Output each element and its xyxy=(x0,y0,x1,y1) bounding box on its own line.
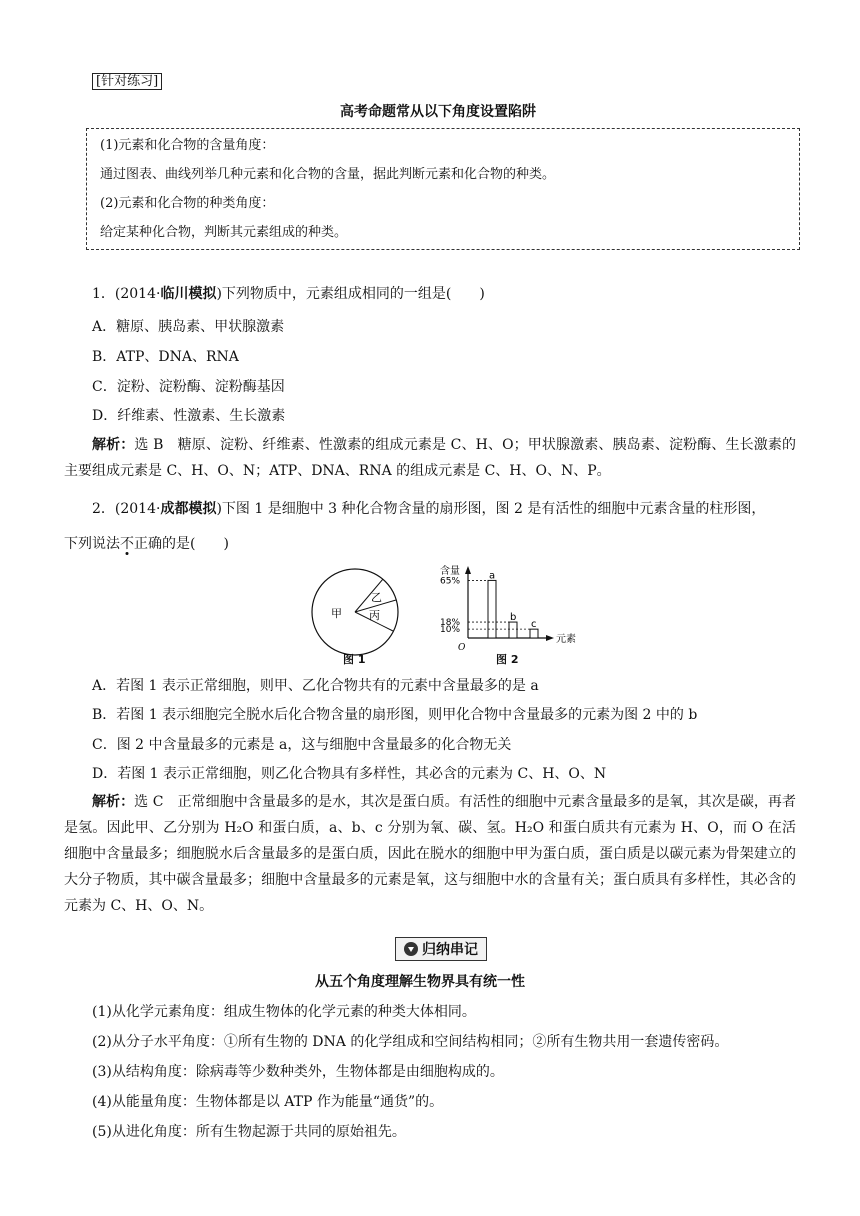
figure-1-caption: 图 1 xyxy=(343,653,366,666)
bar-label-c: c xyxy=(531,619,537,631)
summary-title: 从五个角度理解生物界具有统一性 xyxy=(315,974,525,990)
trap-box-line: (2)元素和化合物的种类角度： xyxy=(100,196,275,211)
bar-c xyxy=(530,629,538,638)
y-axis-label: 含量 xyxy=(440,566,460,577)
pie-label-bing: 丙 xyxy=(369,609,380,622)
summary-item: (4)从能量角度：生物体都是以 ATP 作为能量“通货”的。 xyxy=(92,1094,444,1110)
question-1-option: D．纤维素、性激素、生长激素 xyxy=(92,408,286,424)
y-tick-label: 10% xyxy=(440,625,461,636)
y-axis-arrow xyxy=(465,566,471,574)
question-2-option: A．若图 1 表示正常细胞，则甲、乙化合物共有的元素中含量最多的是 a xyxy=(92,678,539,694)
pie-label-yi: 乙 xyxy=(371,591,382,604)
question-2-stem: 2．(2014·成都模拟)下图 1 是细胞中 3 种化合物含量的扇形图，图 2 是有活性的细胞中元素含量的柱形图， xyxy=(92,501,766,517)
summary-item: (2)从分子水平角度：①所有生物的 DNA 的化学组成和空间结构相同；②所有生物共用一套遗传密码。 xyxy=(92,1034,729,1050)
summary-badge: 归纳串记 xyxy=(395,937,487,961)
summary-item: (1)从化学元素角度：组成生物体的化学元素的种类大体相同。 xyxy=(92,1004,476,1020)
chevron-down-icon xyxy=(404,942,418,956)
y-tick-label: 65% xyxy=(440,576,461,587)
question-2-option: C．图 2 中含量最多的元素是 a，这与细胞中含量最多的化合物无关 xyxy=(92,737,512,753)
figure-2-bar-chart xyxy=(438,562,598,652)
emphasis-dot: 不 xyxy=(120,536,134,552)
bar-b xyxy=(509,622,517,638)
bar-label-a: a xyxy=(489,570,496,582)
bar-label-b: b xyxy=(510,612,517,624)
origin-label: O xyxy=(458,643,466,652)
practice-tag: [针对练习] xyxy=(92,70,162,89)
question-2-analysis: 解析：选 C 正常细胞中含量最多的是水，其次是蛋白质。有活性的细胞中元素含量最多的是氧，其次是碳，再者是氢。因此甲、乙分别为 H₂O 和蛋白质，a、b、c 分别为氧、碳、氢。H₂O 和蛋白质共有元素为 H、O，而 O 在活细胞中含量最多；细胞脱水后含量最多的是蛋白质，因此在脱水的细胞中甲为蛋白质，蛋白质是以碳元素为骨架建立的大分子物质，其中碳含量最多；细胞中含量最多的元素是氧，这与细胞中水的含量有关；蛋白质具有多样性，其必含的元素为 C、H、O、N。 xyxy=(64,794,796,914)
question-1-option: C．淀粉、淀粉酶、淀粉酶基因 xyxy=(92,379,285,395)
summary-item: (3)从结构角度：除病毒等少数种类外，生物体都是由细胞构成的。 xyxy=(92,1064,504,1080)
question-2-option: D．若图 1 表示正常细胞，则乙化合物具有多样性，其必含的元素为 C、H、O、N xyxy=(92,766,607,782)
summary-item: (5)从进化角度：所有生物起源于共同的原始祖先。 xyxy=(92,1124,406,1140)
trap-box-title: 高考命题常从以下角度设置陷阱 xyxy=(340,104,536,120)
figure-2-caption: 图 2 xyxy=(496,653,519,666)
x-axis-arrow xyxy=(546,635,554,641)
pie-label-jia: 甲 xyxy=(331,607,342,620)
trap-box-line: 给定某种化合物，判断其元素组成的种类。 xyxy=(100,225,348,240)
figure-1-pie xyxy=(305,562,405,662)
question-1-stem: 1．(2014·临川模拟)下列物质中，元素组成相同的一组是( ) xyxy=(92,286,485,302)
x-axis-label: 元素 xyxy=(556,634,576,645)
question-1-option: B．ATP、DNA、RNA xyxy=(92,349,239,365)
y-tick-label: 18% xyxy=(440,618,461,629)
question-1-option: A．糖原、胰岛素、甲状腺激素 xyxy=(92,319,285,335)
trap-box-line: (1)元素和化合物的含量角度： xyxy=(100,138,275,153)
question-2-option: B．若图 1 表示细胞完全脱水后化合物含量的扇形图，则甲化合物中含量最多的元素为图 2 中的 b xyxy=(92,707,698,723)
trap-box-line: 通过图表、曲线列举几种元素和化合物的含量，据此判断元素和化合物的种类。 xyxy=(100,167,556,182)
question-1-analysis: 解析：选 B 糖原、淀粉、纤维素、性激素的组成元素是 C、H、O；甲状腺激素、胰岛素、淀粉酶、生长激素的主要组成元素是 C、H、O、N；ATP、DNA、RNA 的组成元素是 C、H、O、N、P。 xyxy=(64,437,796,479)
question-2-stem-line2: 下列说法不正确的是( ) xyxy=(64,536,229,552)
